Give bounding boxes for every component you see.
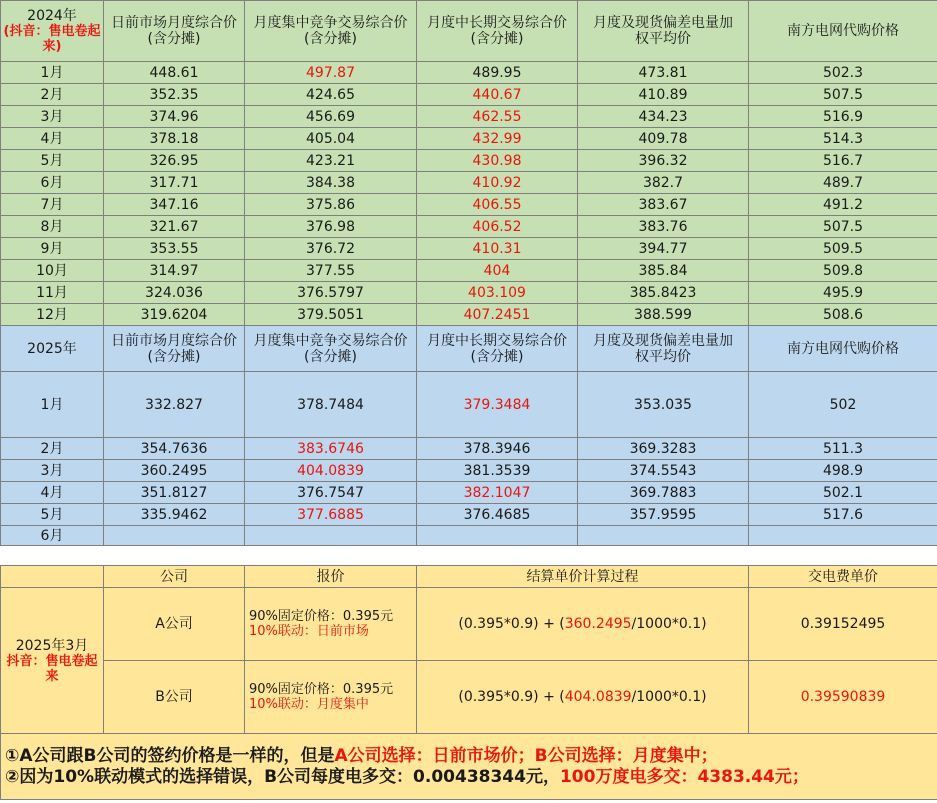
table-row <box>1 84 937 106</box>
price-cell-c2: 379.5051 <box>245 304 417 326</box>
price-cell-c1: 448.61 <box>104 62 245 84</box>
table-row <box>1 106 937 128</box>
month-cell: 5月 <box>1 504 104 526</box>
table-row <box>1 482 937 504</box>
price-cell-c4: 385.8423 <box>578 282 749 304</box>
price-cell-c3: 462.55 <box>417 106 578 128</box>
price-cell-c3: 406.52 <box>417 216 578 238</box>
price-cell-c3: 378.3946 <box>417 438 578 460</box>
table-row <box>1 238 937 260</box>
price-cell-c2: 383.6746 <box>245 438 417 460</box>
company-a-quote <box>245 588 417 661</box>
table-row <box>1 216 937 238</box>
price-cell-c1: 319.6204 <box>104 304 245 326</box>
price-cell-c4: 357.9595 <box>578 504 749 526</box>
company-a-linked: 10%联动：日前市场 <box>249 624 369 639</box>
price-cell-c5: 502 <box>749 372 937 438</box>
price-cell-c5: 495.9 <box>749 282 937 304</box>
price-cell-c3: 432.99 <box>417 128 578 150</box>
company-a-fixed: 90%固定价格：0.395元 <box>249 609 394 624</box>
table-row <box>1 526 937 546</box>
price-cell-c4: 369.3283 <box>578 438 749 460</box>
price-cell-c5: 517.6 <box>749 504 937 526</box>
month-cell: 3月 <box>1 106 104 128</box>
header-day-ahead: 日前市场月度综合价 (含分摊) <box>104 1 245 62</box>
table-row <box>1 282 937 304</box>
price-cell-c3: 430.98 <box>417 150 578 172</box>
header-grid-agent-price: 南方电网代购价格 <box>749 1 937 62</box>
price-cell-c5: 489.7 <box>749 172 937 194</box>
price-cell-c1: 317.71 <box>104 172 245 194</box>
price-cell-c1: 326.95 <box>104 150 245 172</box>
price-cell-c4: 374.5543 <box>578 460 749 482</box>
month-cell: 1月 <box>1 372 104 438</box>
header-deviation-weighted: 月度及现货偏差电量加 权平均价 <box>578 326 749 372</box>
table-row <box>1 172 937 194</box>
price-cell-c3: 381.3539 <box>417 460 578 482</box>
price-cell-c4: 382.7 <box>578 172 749 194</box>
compare-corner <box>1 566 104 588</box>
compare-note: 抖音：售电卷起来 <box>6 653 98 684</box>
month-cell: 2月 <box>1 438 104 460</box>
month-cell: 11月 <box>1 282 104 304</box>
month-cell: 9月 <box>1 238 104 260</box>
header-deviation-weighted: 月度及现货偏差电量加 权平均价 <box>578 1 749 62</box>
month-cell: 8月 <box>1 216 104 238</box>
price-cell-c1: 353.55 <box>104 238 245 260</box>
table-row <box>1 260 937 282</box>
compare-period: 2025年3月 <box>15 637 89 654</box>
price-cell-c1: 374.96 <box>104 106 245 128</box>
price-cell-c4: 410.89 <box>578 84 749 106</box>
price-cell-c2: 375.86 <box>245 194 417 216</box>
table-row <box>1 460 937 482</box>
month-cell: 10月 <box>1 260 104 282</box>
price-cell-c1: 314.97 <box>104 260 245 282</box>
price-cell-c4: 383.76 <box>578 216 749 238</box>
price-cell-c1 <box>104 526 245 546</box>
price-cell-c2 <box>245 526 417 546</box>
price-cell-c3: 407.2451 <box>417 304 578 326</box>
price-cell-c1: 378.18 <box>104 128 245 150</box>
company-b-calc: (0.395*0.9) + (404.0839/1000*0.1) <box>417 661 749 734</box>
company-b-linked: 10%联动：月度集中 <box>249 697 369 712</box>
price-cell-c5: 509.5 <box>749 238 937 260</box>
year-2024-label: 2024年 <box>27 8 77 24</box>
price-cell-c4: 396.32 <box>578 150 749 172</box>
table-row <box>1 62 937 84</box>
price-cell-c2: 376.5797 <box>245 282 417 304</box>
company-a-name: A公司 <box>104 588 245 661</box>
month-cell: 7月 <box>1 194 104 216</box>
price-cell-c5: 511.3 <box>749 438 937 460</box>
price-cell-c2: 377.6885 <box>245 504 417 526</box>
price-cell-c5: 516.9 <box>749 106 937 128</box>
month-cell: 6月 <box>1 526 104 546</box>
header-monthly-centralized: 月度集中竞争交易综合价 (含分摊) <box>245 1 417 62</box>
table-row <box>1 128 937 150</box>
compare-header-unit: 交电费单价 <box>749 566 937 588</box>
month-cell: 4月 <box>1 128 104 150</box>
price-cell-c1: 360.2495 <box>104 460 245 482</box>
month-cell: 12月 <box>1 304 104 326</box>
price-cell-c5: 502.1 <box>749 482 937 504</box>
header-mid-long-term: 月度中长期交易综合价 (含分摊) <box>417 1 578 62</box>
table-row <box>1 504 937 526</box>
price-cell-c2: 384.38 <box>245 172 417 194</box>
month-cell: 5月 <box>1 150 104 172</box>
note-1: ①A公司跟B公司的签约价格是一样的，但是A公司选择：日前市场价；B公司选择：月度集中； <box>5 745 718 766</box>
price-cell-c2: 497.87 <box>245 62 417 84</box>
price-cell-c1: 335.9462 <box>104 504 245 526</box>
price-cell-c5: 498.9 <box>749 460 937 482</box>
header-grid-agent-price: 南方电网代购价格 <box>749 326 937 372</box>
price-cell-c3: 379.3484 <box>417 372 578 438</box>
table-row <box>1 150 937 172</box>
company-b-unit-price: 0.39590839 <box>749 661 937 734</box>
price-cell-c4: 385.84 <box>578 260 749 282</box>
price-cell-c2: 423.21 <box>245 150 417 172</box>
table-row <box>1 194 937 216</box>
header-day-ahead: 日前市场月度综合价 (含分摊) <box>104 326 245 372</box>
price-cell-c4: 388.599 <box>578 304 749 326</box>
table-row <box>1 304 937 326</box>
price-cell-c5: 514.3 <box>749 128 937 150</box>
table-row <box>1 438 937 460</box>
price-cell-c3: 403.109 <box>417 282 578 304</box>
price-cell-c1: 321.67 <box>104 216 245 238</box>
month-cell: 2月 <box>1 84 104 106</box>
price-cell-c3: 410.92 <box>417 172 578 194</box>
price-cell-c3: 376.4685 <box>417 504 578 526</box>
price-cell-c4 <box>578 526 749 546</box>
year-2024-note: (抖音：售电卷起来) <box>3 24 101 54</box>
price-cell-c3: 406.55 <box>417 194 578 216</box>
price-cell-c3: 489.95 <box>417 62 578 84</box>
price-cell-c5: 509.8 <box>749 260 937 282</box>
price-cell-c1: 332.827 <box>104 372 245 438</box>
year-2025-label: 2025年 <box>1 326 104 372</box>
price-cell-c2: 376.7547 <box>245 482 417 504</box>
price-cell-c4: 383.67 <box>578 194 749 216</box>
price-cell-c1: 352.35 <box>104 84 245 106</box>
year-2024-header <box>1 1 104 62</box>
price-cell-c4: 353.035 <box>578 372 749 438</box>
table-row <box>1 372 937 438</box>
price-cell-c5: 507.5 <box>749 84 937 106</box>
company-a-unit-price: 0.39152495 <box>749 588 937 661</box>
company-b-quote <box>245 661 417 734</box>
price-cell-c2: 376.98 <box>245 216 417 238</box>
price-cell-c1: 324.036 <box>104 282 245 304</box>
price-cell-c2: 404.0839 <box>245 460 417 482</box>
compare-header-company: 公司 <box>104 566 245 588</box>
price-cell-c5 <box>749 526 937 546</box>
price-cell-c2: 377.55 <box>245 260 417 282</box>
company-a-calc: (0.395*0.9) + (360.2495/1000*0.1) <box>417 588 749 661</box>
price-cell-c4: 394.77 <box>578 238 749 260</box>
note-2: ②因为10%联动模式的选择错误，B公司每度电多交：0.00438344元，100万度电多交：4383.44元； <box>5 766 809 787</box>
price-cell-c3: 440.67 <box>417 84 578 106</box>
compare-header-quote: 报价 <box>245 566 417 588</box>
compare-header-calc: 结算单价计算过程 <box>417 566 749 588</box>
price-cell-c2: 405.04 <box>245 128 417 150</box>
company-b-name: B公司 <box>104 661 245 734</box>
company-b-fixed: 90%固定价格：0.395元 <box>249 682 394 697</box>
price-cell-c2: 378.7484 <box>245 372 417 438</box>
price-cell-c3: 404 <box>417 260 578 282</box>
price-cell-c1: 347.16 <box>104 194 245 216</box>
price-cell-c4: 473.81 <box>578 62 749 84</box>
price-cell-c5: 491.2 <box>749 194 937 216</box>
month-cell: 1月 <box>1 62 104 84</box>
price-cell-c1: 351.8127 <box>104 482 245 504</box>
month-cell: 6月 <box>1 172 104 194</box>
price-cell-c2: 376.72 <box>245 238 417 260</box>
month-cell: 3月 <box>1 460 104 482</box>
price-cell-c2: 456.69 <box>245 106 417 128</box>
price-cell-c5: 507.5 <box>749 216 937 238</box>
price-cell-c5: 502.3 <box>749 62 937 84</box>
price-cell-c2: 424.65 <box>245 84 417 106</box>
price-cell-c5: 516.7 <box>749 150 937 172</box>
spacer <box>1 546 937 566</box>
price-cell-c4: 369.7883 <box>578 482 749 504</box>
price-cell-c1: 354.7636 <box>104 438 245 460</box>
compare-period-cell <box>1 588 104 734</box>
price-cell-c5: 508.6 <box>749 304 937 326</box>
price-cell-c4: 409.78 <box>578 128 749 150</box>
header-mid-long-term: 月度中长期交易综合价 (含分摊) <box>417 326 578 372</box>
month-cell: 4月 <box>1 482 104 504</box>
price-cell-c3: 410.31 <box>417 238 578 260</box>
header-monthly-centralized: 月度集中竞争交易综合价 (含分摊) <box>245 326 417 372</box>
price-cell-c3: 382.1047 <box>417 482 578 504</box>
price-cell-c4: 434.23 <box>578 106 749 128</box>
notes-cell <box>1 734 937 800</box>
price-cell-c3 <box>417 526 578 546</box>
